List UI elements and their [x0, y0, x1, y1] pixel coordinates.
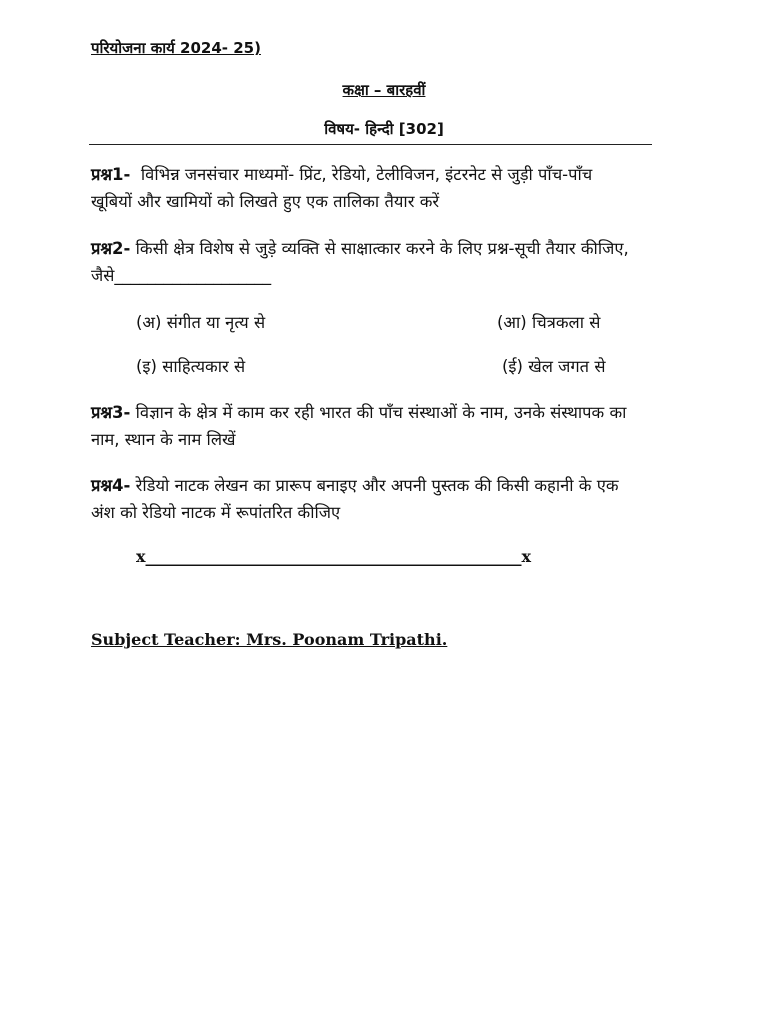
question-2-line-1: किसी क्षेत्र विशेष से जुड़े व्यक्ति से साक्षात्कार करने के लिए प्रश्न-सूची तैयार कीजिए, — [135, 239, 629, 258]
option-aa: (आ) चित्रकला से — [497, 313, 601, 332]
question-1-label: प्रश्न1- — [91, 165, 131, 184]
question-3 — [91, 399, 691, 453]
question-4-line-2: अंश को रेडियो नाटक में रूपांतरित कीजिए — [91, 503, 341, 522]
class-heading: कक्षा – बारहवीं — [342, 81, 426, 99]
question-4-line-1: रेडियो नाटक लेखन का प्रारूप बनाइए और अपनी पुस्तक की किसी कहानी के एक — [135, 476, 619, 495]
question-2-label: प्रश्न2- — [91, 239, 131, 258]
question-1-line-2: खूबियों और खामियों को लिखते हुए एक तालिका तैयार करें — [91, 192, 440, 211]
question-1-line-1: विभिन्न जनसंचार माध्यमों- प्रिंट, रेडियो, टेलीविजन, इंटरनेट से जुड़ी पाँच-पाँच — [140, 165, 593, 184]
option-ii: (ई) खेल जगत से — [502, 357, 606, 376]
subject-teacher: Subject Teacher: Mrs. Poonam Tripathi. — [91, 630, 448, 649]
option-a: (अ) संगीत या नृत्य से — [136, 313, 266, 332]
question-1 — [91, 161, 691, 215]
end-marker: x_______________________________________________x — [136, 547, 532, 566]
question-4-label: प्रश्न4- — [91, 476, 131, 495]
question-4 — [91, 472, 691, 526]
question-2-line-2: जैसे___________________ — [91, 266, 272, 285]
header-divider — [89, 144, 652, 145]
question-3-line-2: नाम, स्थान के नाम लिखें — [91, 430, 236, 449]
option-i: (इ) साहित्यकार से — [136, 357, 246, 376]
question-2 — [91, 235, 691, 289]
subject-heading: विषय- हिन्दी [302] — [324, 120, 444, 138]
question-3-line-1: विज्ञान के क्षेत्र में काम कर रही भारत की पाँच संस्थाओं के नाम, उनके संस्थापक का — [135, 403, 627, 422]
question-3-label: प्रश्न3- — [91, 403, 131, 422]
project-title: परियोजना कार्य 2024- 25) — [91, 39, 261, 57]
